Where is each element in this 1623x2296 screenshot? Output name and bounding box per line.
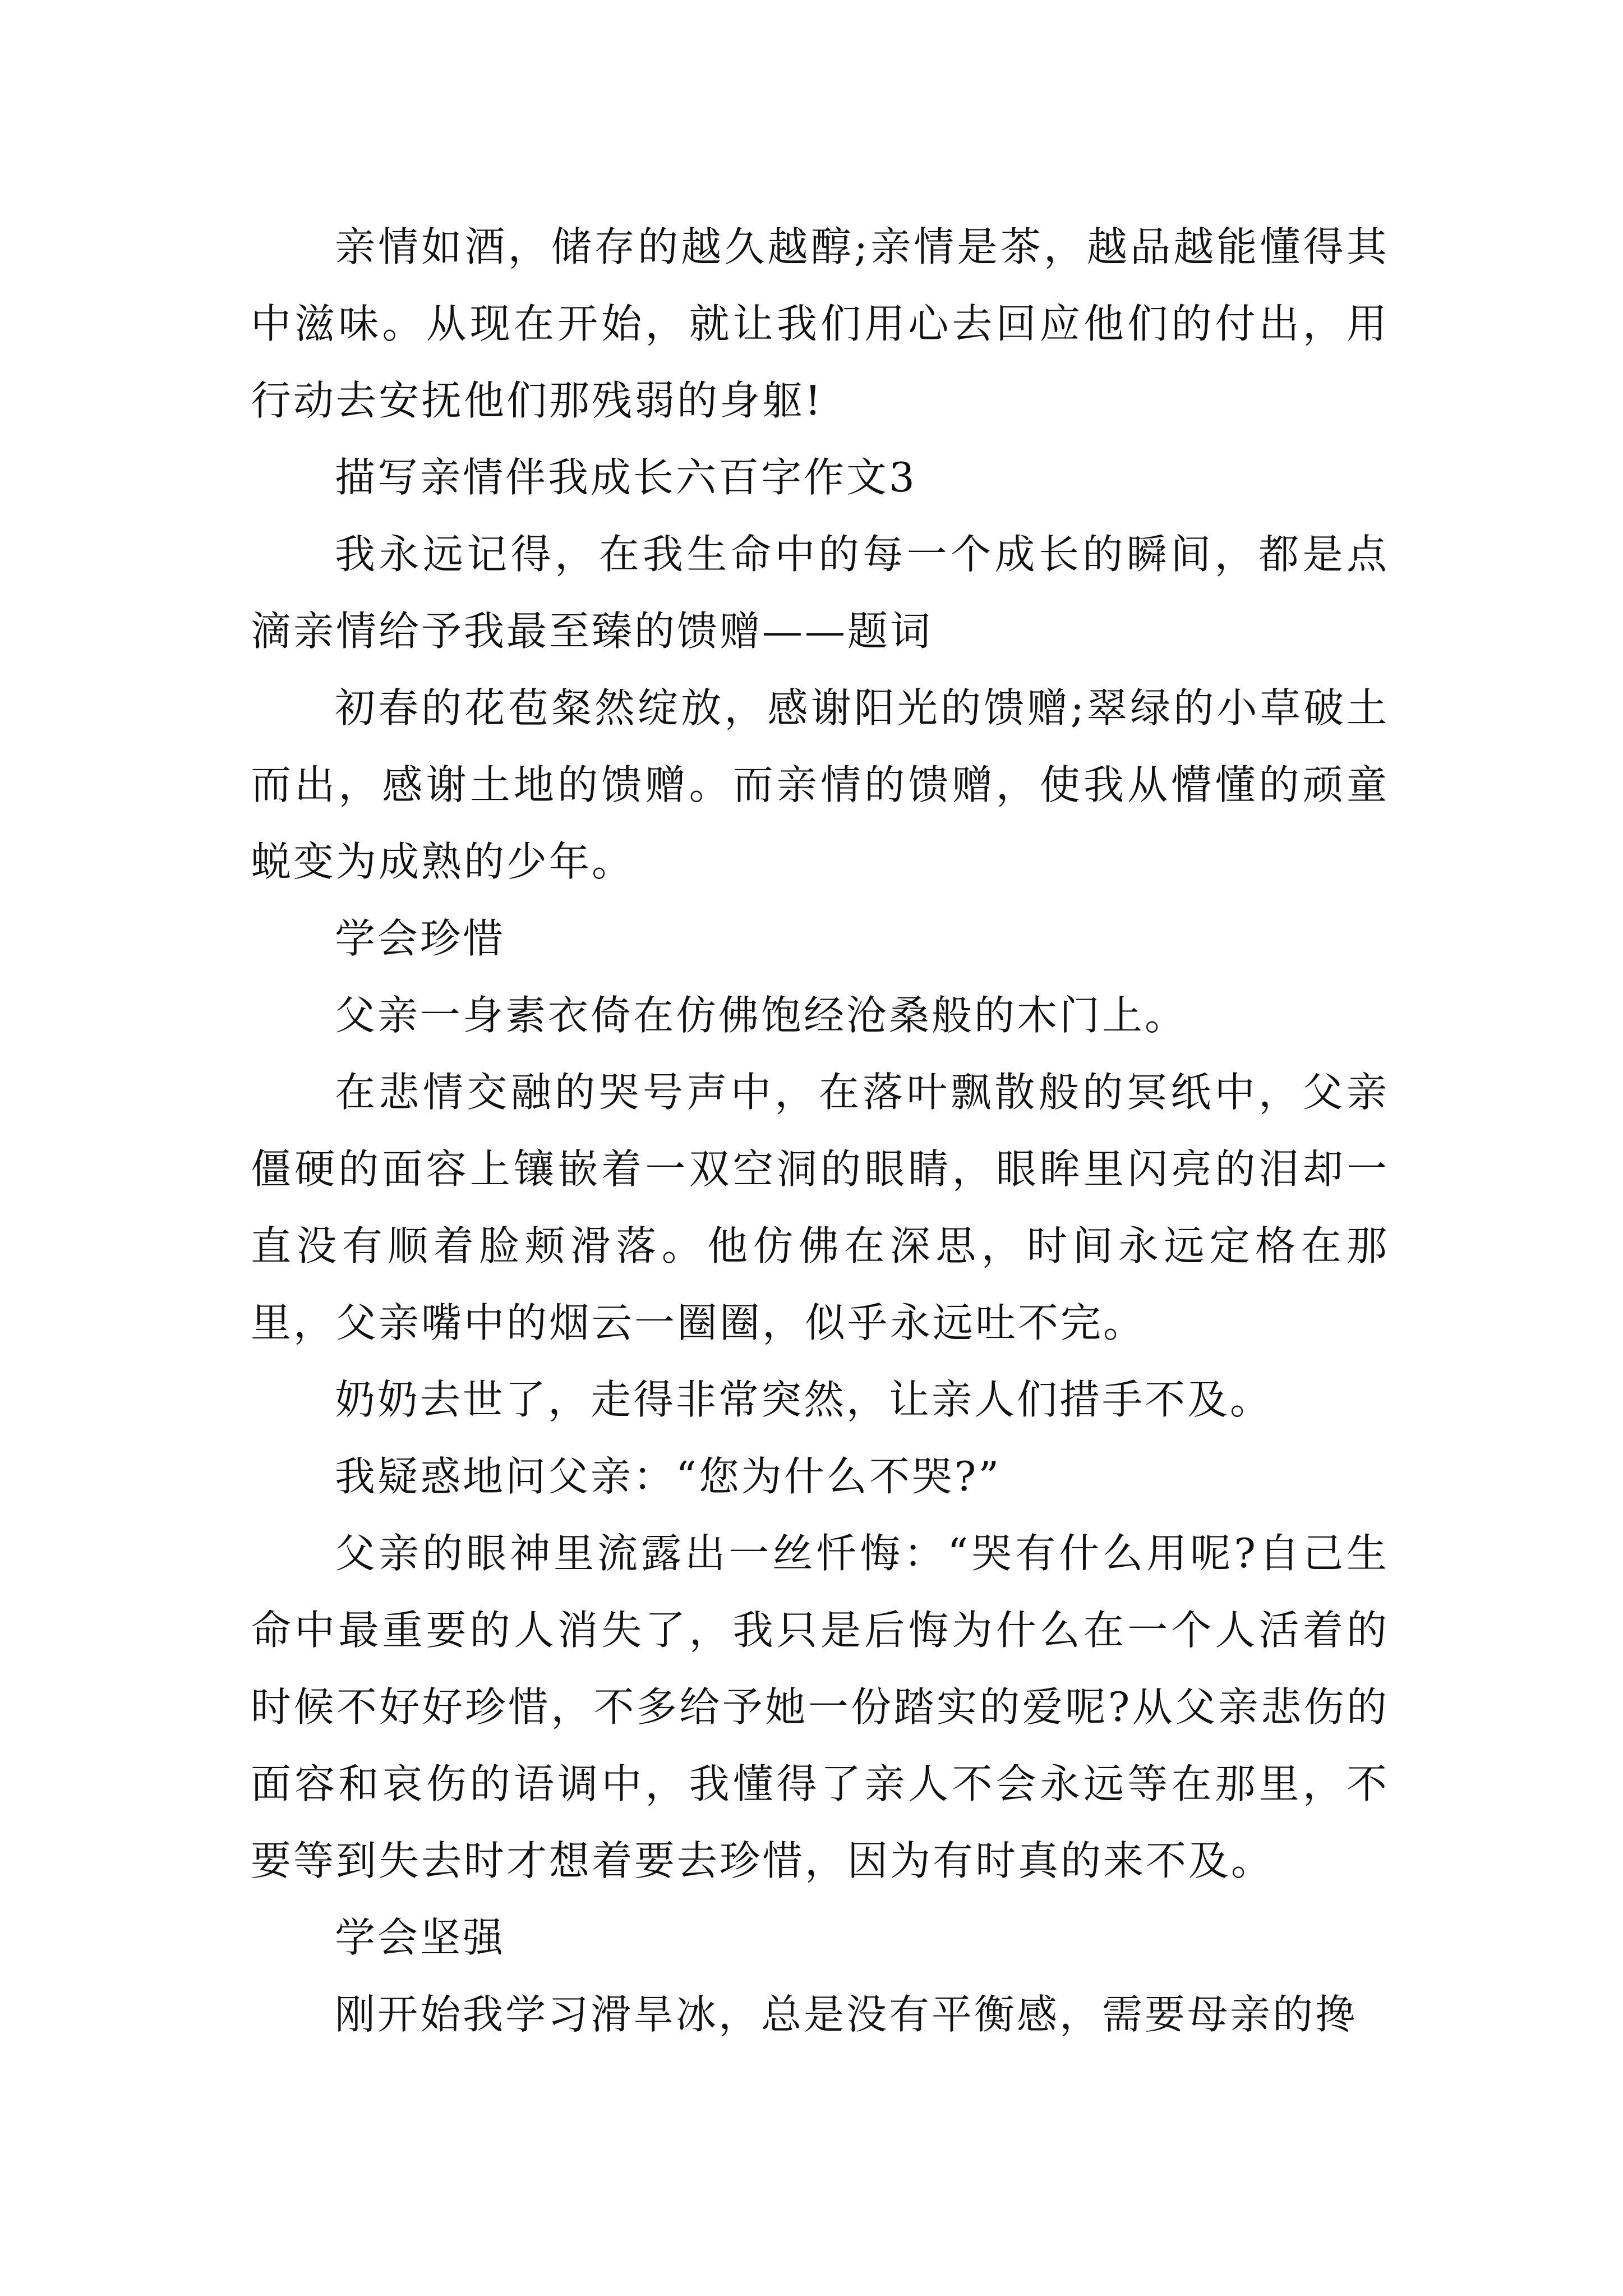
paragraph: 奶奶去世了，走得非常突然，让亲人们措手不及。 [335, 1376, 1273, 1423]
subheading: 学会珍惜 [335, 915, 506, 962]
subheading: 学会坚强 [335, 1914, 506, 1961]
paragraph: 在悲情交融的哭号声中，在落叶飘散般的冥纸中，父亲僵硬的面容上镶嵌着一双空洞的眼睛，眼眸里闪亮的泪却一直没有顺着脸颊滑落。他仿佛在深思，时间永远定格在那里，父亲嘴中的烟云一圈圈，似乎永远吐不完。 [251, 1069, 1389, 1346]
paragraph: 亲情如酒，储存的越久越醇;亲情是茶，越品越能懂得其中滋味。从现在开始，就让我们用心去回应他们的付出，用行动去安抚他们那残弱的身躯! [251, 223, 1389, 424]
document-body [251, 209, 1389, 2053]
paragraph: 我疑惑地问父亲：“您为什么不哭?” [335, 1453, 1002, 1500]
section-heading: 描写亲情伴我成长六百字作文3 [335, 454, 917, 501]
paragraph: 父亲的眼神里流露出一丝忏悔：“哭有什么用呢?自己生命中最重要的人消失了，我只是后悔为什么在一个人活着的时候不好好珍惜，不多给予她一份踏实的爱呢?从父亲悲伤的面容和哀伤的语调中，我懂得了亲人不会永远等在那里，不要等到失去时才想着要去珍惜，因为有时真的来不及。 [251, 1530, 1389, 1884]
paragraph: 初春的花苞粲然绽放，感谢阳光的馈赠;翠绿的小草破土而出，感谢土地的馈赠。而亲情的馈赠，使我从懵懂的顽童蜕变为成熟的少年。 [251, 684, 1389, 885]
paragraph: 刚开始我学习滑旱冰，总是没有平衡感，需要母亲的搀 [335, 1991, 1358, 2038]
paragraph: 父亲一身素衣倚在仿佛饱经沧桑般的木门上。 [335, 992, 1188, 1039]
paragraph: 我永远记得，在我生命中的每一个成长的瞬间，都是点滴亲情给予我最至臻的馈赠——题词 [251, 531, 1389, 655]
